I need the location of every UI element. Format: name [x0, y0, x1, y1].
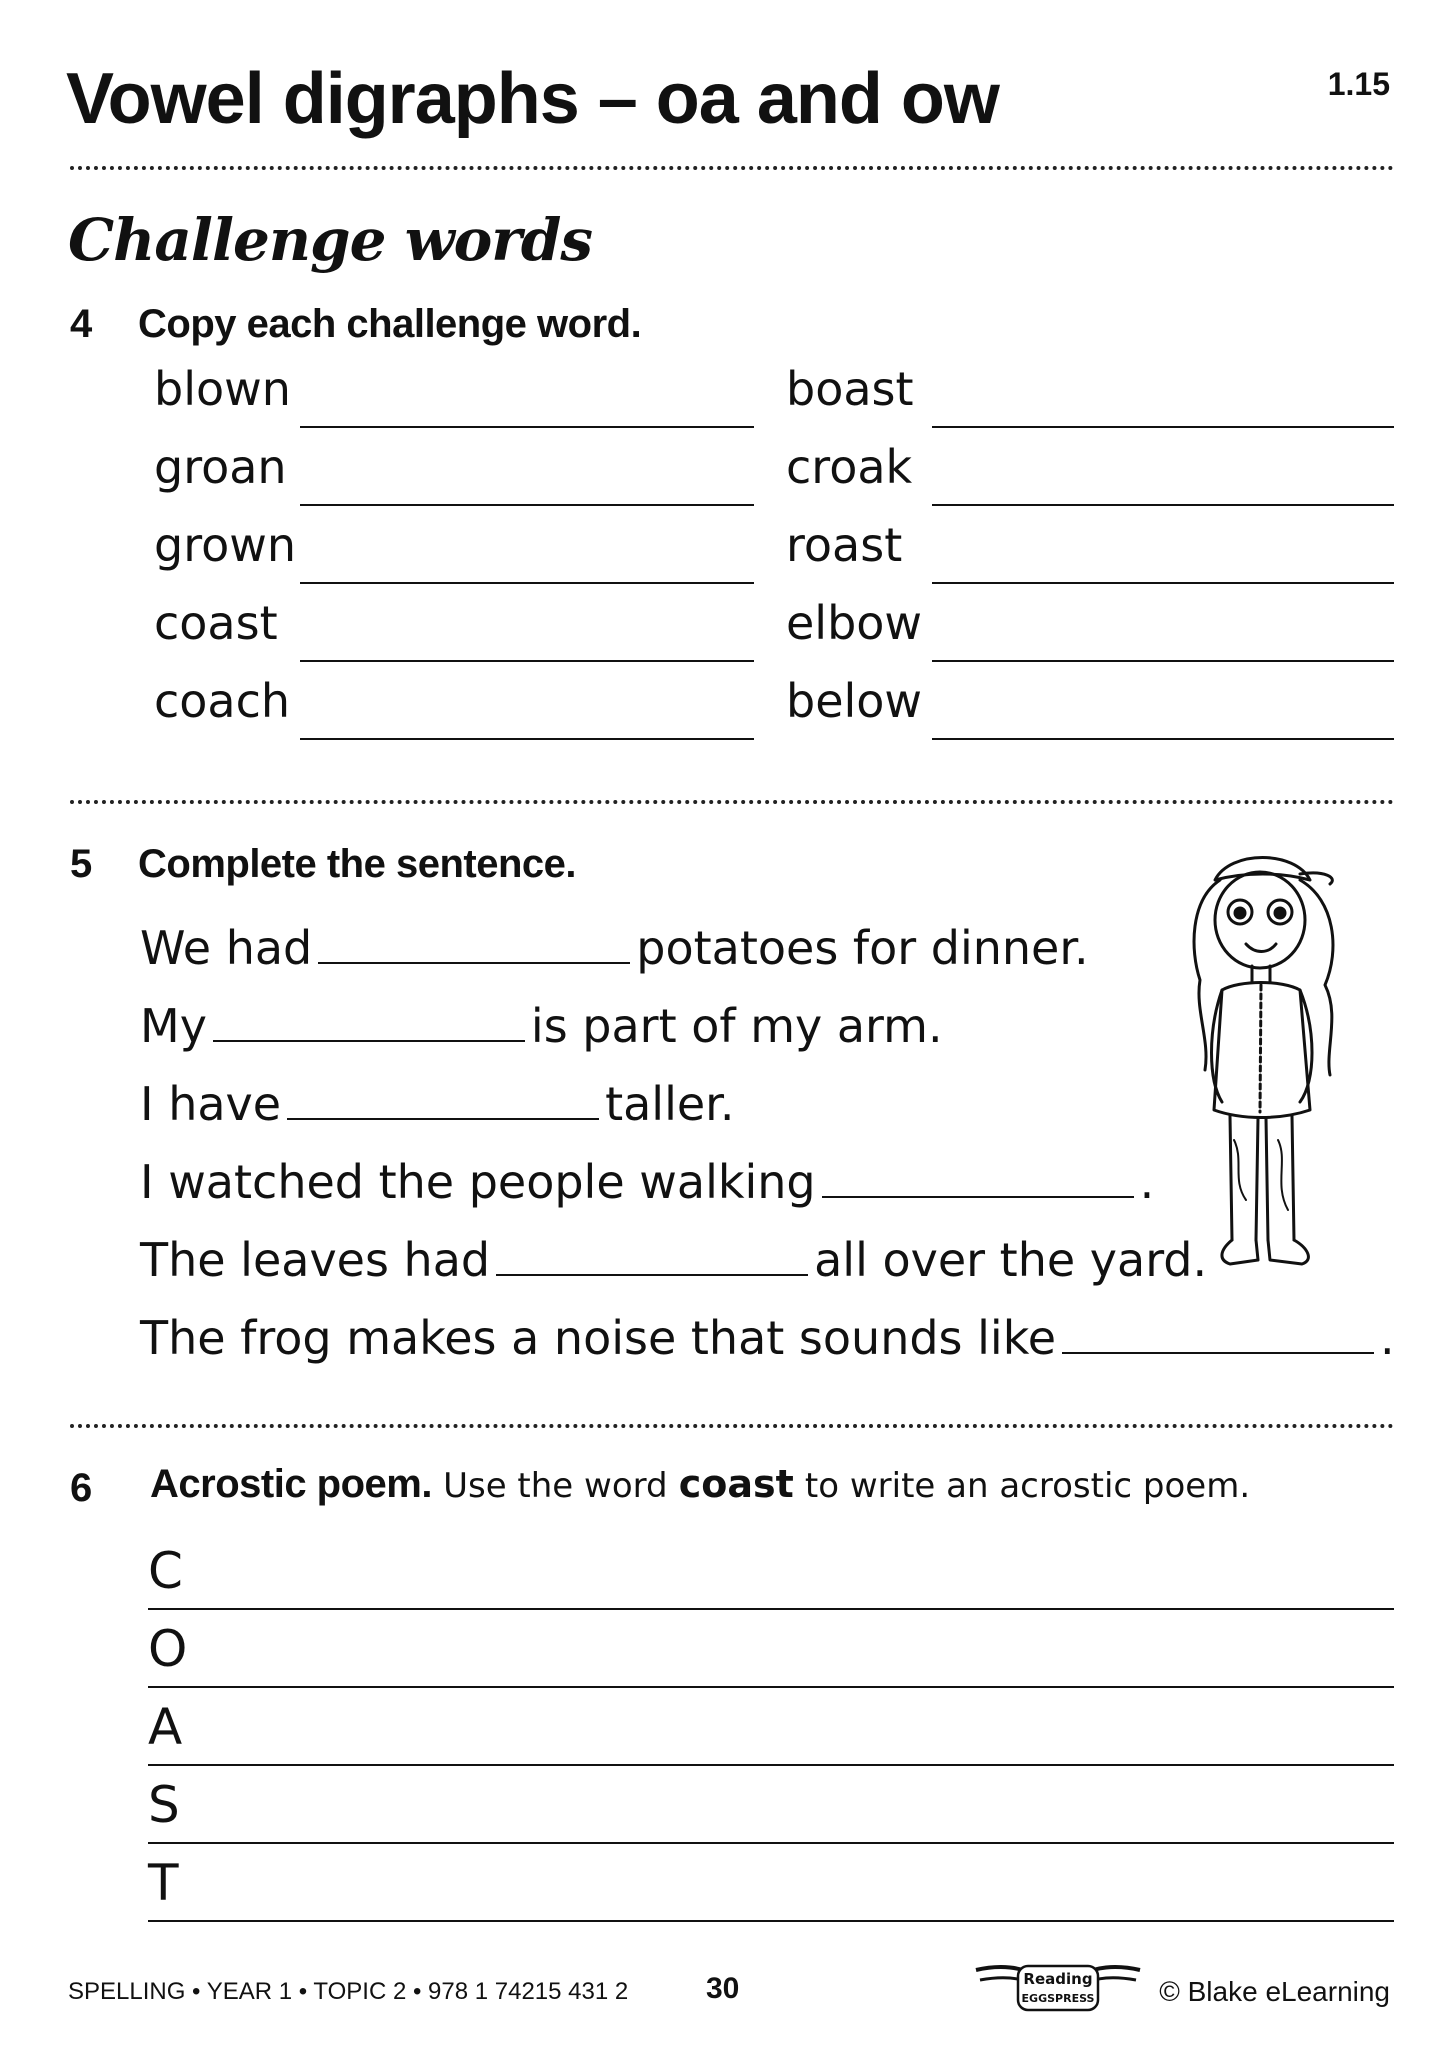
copy-line[interactable]	[932, 738, 1394, 740]
sentence-3	[140, 1074, 734, 1134]
sentence-2	[140, 996, 943, 1056]
poem-line-a[interactable]	[148, 1686, 1394, 1766]
sentence-start: I have	[140, 1077, 282, 1131]
challenge-word: roast	[786, 518, 903, 572]
dotted-divider	[70, 800, 1394, 804]
logo-word-reading: Reading	[1023, 1970, 1093, 1988]
sentence-end: all over the yard.	[814, 1233, 1208, 1287]
question-number-6: 6	[70, 1466, 93, 1510]
logo-word-eggspress: EGGSPRESS	[1021, 1992, 1095, 2005]
challenge-word: groan	[154, 440, 287, 494]
question-number-5: 5	[70, 842, 93, 886]
copyright: © Blake eLearning	[1159, 1976, 1390, 2007]
sentence-start: We had	[140, 921, 313, 975]
copy-line[interactable]	[300, 582, 754, 584]
question-6-keyword: coast	[678, 1462, 794, 1506]
challenge-word: boast	[786, 362, 914, 416]
sentence-end: .	[1139, 1155, 1155, 1209]
word-row-left-5	[154, 664, 754, 742]
word-row-right-3	[786, 508, 1394, 586]
sentence-start: My	[140, 999, 207, 1053]
word-row-right-1	[786, 352, 1394, 430]
poem-letter: C	[148, 1542, 183, 1600]
sentence-end: .	[1380, 1311, 1395, 1365]
sentence-4	[140, 1152, 1154, 1212]
question-6-title: Acrostic poem.	[150, 1462, 432, 1506]
reading-eggspress-logo	[972, 1960, 1144, 2016]
poem-letter: A	[148, 1698, 183, 1756]
question-number-4: 4	[70, 302, 93, 346]
sentence-end: potatoes for dinner.	[636, 921, 1089, 975]
word-row-left-3	[154, 508, 754, 586]
copy-line[interactable]	[300, 660, 754, 662]
poem-letter: O	[148, 1620, 188, 1678]
question-6-text-before: Use the word	[443, 1466, 668, 1506]
question-6-text-after: to write an acrostic poem.	[804, 1466, 1251, 1506]
challenge-word: coast	[154, 596, 278, 650]
footer-series-info: SPELLING • YEAR 1 • TOPIC 2 • 978 1 74215 431 2	[68, 1978, 629, 2005]
challenge-word: croak	[786, 440, 913, 494]
poem-line-t[interactable]	[148, 1842, 1394, 1922]
sentence-end: is part of my arm.	[530, 999, 943, 1053]
challenge-word: coach	[154, 674, 291, 728]
copy-line[interactable]	[300, 738, 754, 740]
poem-line-o[interactable]	[148, 1608, 1394, 1688]
word-row-left-4	[154, 586, 754, 664]
answer-blank[interactable]	[287, 1080, 599, 1120]
copy-line[interactable]	[932, 426, 1394, 428]
copy-line[interactable]	[932, 582, 1394, 584]
sentence-start: I watched the people walking	[140, 1155, 816, 1209]
copy-line[interactable]	[932, 504, 1394, 506]
section-title: Challenge words	[68, 206, 593, 274]
sentence-6	[140, 1308, 1395, 1368]
page-title: Vowel digraphs – oa and ow	[66, 59, 999, 139]
answer-blank[interactable]	[496, 1236, 808, 1276]
copy-line[interactable]	[300, 426, 754, 428]
girl-illustration	[1160, 840, 1360, 1280]
dotted-divider	[70, 166, 1394, 170]
challenge-word: elbow	[786, 596, 923, 650]
page-number: 30	[706, 1972, 740, 2005]
sentence-end: taller.	[605, 1077, 735, 1131]
sentence-5	[140, 1230, 1207, 1290]
copy-line[interactable]	[932, 660, 1394, 662]
question-6-instruction	[150, 1462, 1250, 1507]
word-row-right-5	[786, 664, 1394, 742]
question-5-instruction: Complete the sentence.	[138, 842, 577, 886]
answer-blank[interactable]	[1062, 1314, 1374, 1354]
answer-blank[interactable]	[318, 924, 630, 964]
word-row-right-4	[786, 586, 1394, 664]
poem-letter: T	[148, 1854, 179, 1912]
challenge-word: below	[786, 674, 923, 728]
word-row-left-2	[154, 430, 754, 508]
answer-blank[interactable]	[822, 1158, 1134, 1198]
challenge-word: grown	[154, 518, 297, 572]
answer-blank[interactable]	[213, 1002, 525, 1042]
poem-letter: S	[148, 1776, 180, 1834]
sentence-1	[140, 918, 1089, 978]
copy-line[interactable]	[300, 504, 754, 506]
lesson-code: 1.15	[1327, 66, 1390, 102]
question-4-instruction: Copy each challenge word.	[138, 302, 642, 346]
word-row-left-1	[154, 352, 754, 430]
poem-line-s[interactable]	[148, 1764, 1394, 1844]
poem-line-c[interactable]	[148, 1530, 1394, 1610]
sentence-start: The frog makes a noise that sounds like	[140, 1311, 1057, 1365]
sentence-start: The leaves had	[140, 1233, 491, 1287]
dotted-divider	[70, 1424, 1394, 1428]
word-row-right-2	[786, 430, 1394, 508]
challenge-word: blown	[154, 362, 291, 416]
